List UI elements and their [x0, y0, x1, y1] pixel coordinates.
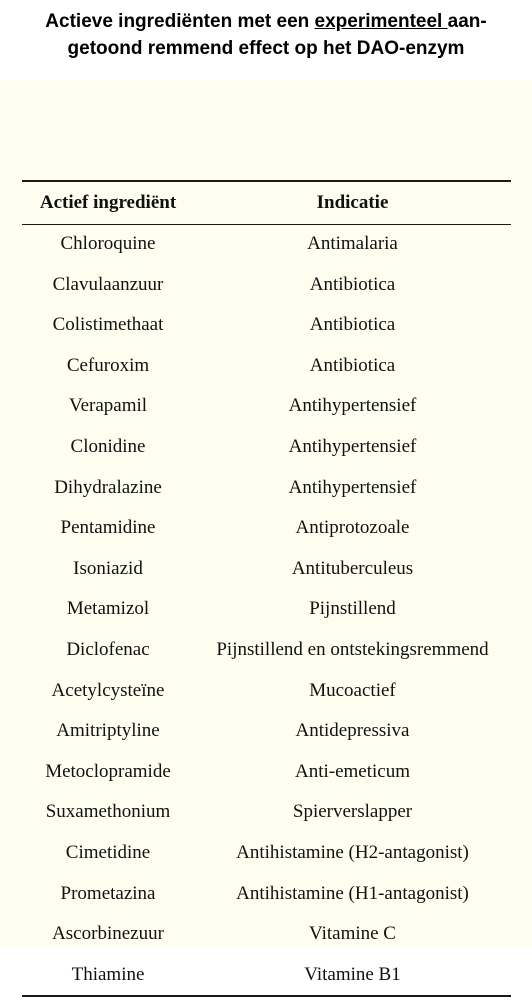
indication-cell: Antituberculeus	[291, 557, 414, 579]
ingredient-cell: Chloroquine	[60, 233, 156, 254]
table-bottom-rule	[22, 995, 511, 997]
title-line-2: getoond remmend effect op het DAO-enzym	[67, 38, 465, 59]
table-row	[0, 514, 532, 555]
indication-cell: Antibiotica	[309, 314, 396, 336]
table-header-rule	[22, 224, 511, 225]
table-body	[0, 230, 532, 1001]
table-row	[0, 880, 532, 921]
indication-cell: Pijnstillend	[309, 598, 396, 620]
indication-cell: Vitamine C	[309, 923, 396, 945]
indication-cell: Antidepressiva	[295, 720, 410, 742]
ingredient-cell: Cefuroxim	[66, 354, 150, 376]
document-title	[0, 8, 532, 62]
ingredient-cell: Diclofenac	[66, 638, 150, 660]
table-row	[0, 636, 532, 677]
table-row	[0, 758, 532, 799]
table-row	[0, 839, 532, 880]
ingredient-cell: Metamizol	[66, 598, 150, 620]
indication-cell: Antihistamine (H1-antagonist)	[236, 882, 469, 904]
table-row	[0, 798, 532, 839]
ingredient-cell: Suxamethonium	[45, 801, 171, 823]
title-text: Actieve ingrediënten met een	[45, 11, 315, 32]
table-row	[0, 271, 532, 312]
indication-cell: Antihypertensief	[288, 435, 417, 457]
ingredient-cell: Verapamil	[68, 395, 148, 417]
indication-cell: Antibiotica	[309, 273, 396, 295]
indication-cell: Antimalaria	[307, 233, 398, 254]
table-row	[0, 230, 532, 271]
ingredient-cell: Dihydralazine	[54, 476, 162, 498]
table-row	[0, 555, 532, 596]
ingredient-cell: Pentamidine	[60, 517, 156, 539]
indication-cell: Mucoactief	[309, 679, 396, 701]
indication-cell: Antihypertensief	[288, 476, 417, 498]
title-line-1	[0, 8, 532, 35]
table-row	[0, 474, 532, 515]
indication-cell: Antibiotica	[309, 354, 396, 376]
table-row	[0, 392, 532, 433]
column-header-ingredient: Actief ingrediënt	[39, 192, 177, 213]
table-row	[0, 717, 532, 758]
ingredient-cell: Cimetidine	[65, 841, 151, 863]
ingredient-cell: Clavulaanzuur	[52, 273, 164, 295]
indication-cell: Antiprotozoale	[295, 517, 410, 539]
ingredient-cell: Clonidine	[70, 435, 146, 457]
ingredient-cell: Acetylcysteïne	[51, 679, 165, 701]
table-top-rule	[22, 180, 511, 182]
ingredient-cell: Ascorbinezuur	[52, 923, 164, 945]
ingredient-cell: Metoclopramide	[45, 760, 171, 782]
ingredient-cell: Thiamine	[71, 963, 145, 985]
indication-cell: Antihistamine (H2-antagonist)	[236, 841, 469, 863]
indication-cell: Pijnstillend en ontstekingsremmend	[216, 638, 489, 660]
title-underlined-word: experimenteel	[314, 11, 448, 32]
table-row	[0, 920, 532, 961]
title-text: aan-	[447, 11, 487, 32]
column-header-indication: Indicatie	[316, 192, 389, 213]
indication-cell: Vitamine B1	[304, 963, 401, 985]
table-row	[0, 352, 532, 393]
ingredient-cell: Amitriptyline	[56, 720, 160, 742]
table-row	[0, 311, 532, 352]
ingredient-cell: Colistimethaat	[52, 314, 164, 336]
ingredient-cell: Isoniazid	[73, 557, 143, 579]
ingredient-cell: Prometazina	[60, 882, 156, 904]
table-row	[0, 677, 532, 718]
indication-cell: Anti-emeticum	[294, 760, 411, 782]
indication-cell: Antihypertensief	[288, 395, 417, 417]
indication-cell: Spierverslapper	[292, 801, 413, 823]
table-row	[0, 595, 532, 636]
table-panel	[0, 80, 532, 985]
table-row	[0, 433, 532, 474]
